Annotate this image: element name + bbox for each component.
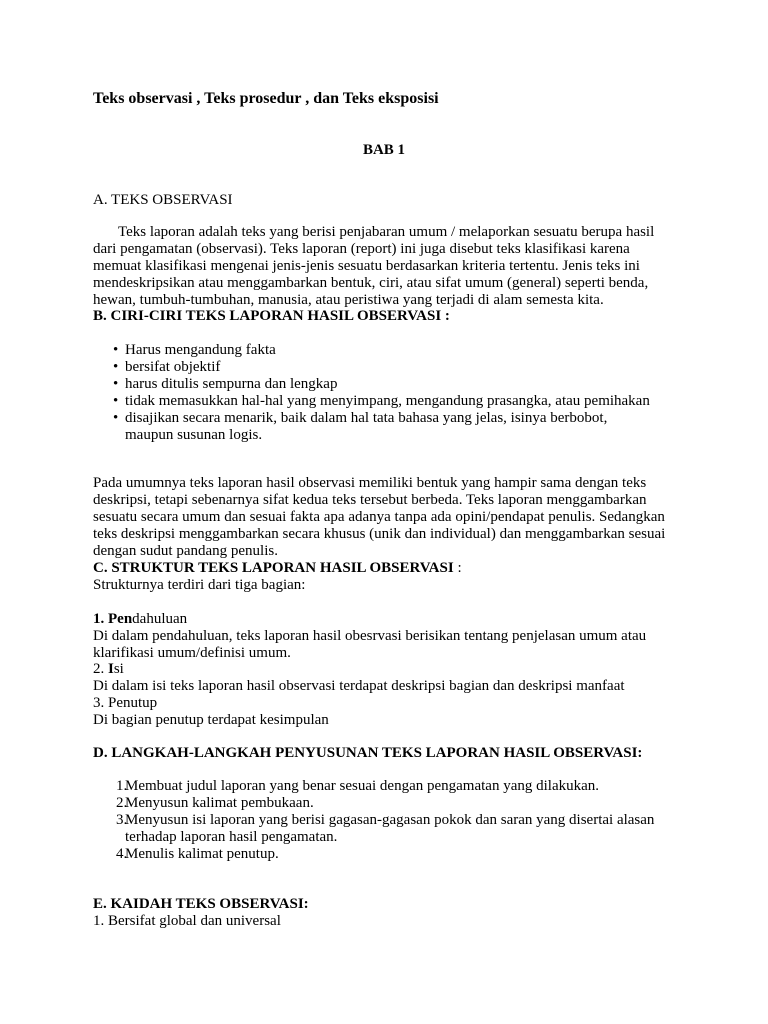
- section-e-item-1: 1. Bersifat global dan universal: [93, 913, 281, 929]
- bullet-icon: •: [113, 410, 119, 426]
- bullet-icon: •: [113, 359, 119, 375]
- list-item: [93, 410, 653, 444]
- section-b-heading: B. CIRI-CIRI TEKS LAPORAN HASIL OBSERVASI :: [93, 308, 450, 324]
- bullet-icon: •: [113, 376, 119, 392]
- list-item: [93, 795, 673, 812]
- list-item-text: disajikan secara menarik, baik dalam hal tata bahasa yang jelas, isinya berbobot, maupun susunan logis.: [125, 410, 608, 443]
- section-b-paragraph: Pada umumnya teks laporan hasil observasi memiliki bentuk yang hampir sama dengan teks deskripsi, tetapi sebenarnya sifat kedua teks tersebut berbeda. Teks laporan menggambarkan sesuatu secara umum dan sesuai fakta apa adanya tanpa ada opini/pendapat penulis. Sedangkan teks deskripsi menggambarkan secara khusus (unik dan individual) dan menggambarkan sesuai dengan sudut pandang penulis.: [93, 475, 666, 559]
- list-item: [93, 812, 673, 846]
- section-d-heading: D. LANGKAH-LANGKAH PENYUSUNAN TEKS LAPORAN HASIL OBSERVASI:: [93, 745, 643, 761]
- step-number: 3.: [116, 812, 128, 828]
- step-number: 2.: [116, 795, 128, 811]
- list-item: [93, 376, 653, 393]
- list-item: [93, 393, 653, 410]
- step-number: 4.: [116, 846, 128, 862]
- step-text: Menyusun kalimat pembukaan.: [125, 795, 314, 811]
- list-item-text: harus ditulis sempurna dan lengkap: [125, 376, 338, 392]
- bullet-icon: •: [113, 393, 119, 409]
- step-number: 1.: [116, 778, 128, 794]
- section-e-heading: E. KAIDAH TEKS OBSERVASI:: [93, 896, 309, 912]
- list-item-text: bersifat objektif: [125, 359, 221, 375]
- structure-part-1-label: 1. Pendahuluan: [93, 611, 188, 627]
- list-item: [93, 342, 653, 359]
- characteristics-list: [93, 342, 653, 444]
- step-text: Menulis kalimat penutup.: [125, 846, 279, 862]
- list-item: [93, 778, 673, 795]
- section-a-paragraph: Teks laporan adalah teks yang berisi penjabaran umum / melaporkan sesuatu berupa hasil dari pengamatan (observasi). Teks laporan (report) ini juga disebut teks klasifikasi karena memuat klasifikasi mengenai jenis-jenis sesuatu berdasarkan kriteria tertentu. Jenis teks ini mendeskripsikan atau menggambarkan bentuk, ciri, atau sifat umum (general) seperti benda, hewan, tumbuh-tumbuhan, manusia, atau peristiwa yang terjadi di alam semesta kita.: [93, 224, 655, 308]
- structure-part-1-text: Di dalam pendahuluan, teks laporan hasil obesrvasi berisikan tentang penjelasan umum atau klarifikasi umum/definisi umum.: [93, 628, 647, 661]
- list-item-text: Harus mengandung fakta: [125, 342, 276, 358]
- section-c-heading-line: [93, 560, 693, 577]
- document-title: Teks observasi , Teks prosedur , dan Teks eksposisi: [93, 90, 439, 107]
- structure-part-2-text: Di dalam isi teks laporan hasil observasi terdapat deskripsi bagian dan deskripsi manfaat: [93, 678, 625, 694]
- structure-part-3-label: 3. Penutup: [93, 695, 158, 711]
- list-item: [93, 359, 653, 376]
- chapter-heading: BAB 1: [362, 142, 406, 158]
- section-a-heading: A. TEKS OBSERVASI: [93, 192, 233, 208]
- list-item-text: tidak memasukkan hal-hal yang menyimpang, mengandung prasangka, atau pemihakan: [125, 393, 650, 409]
- bullet-icon: •: [113, 342, 119, 358]
- section-c-heading: C. STRUKTUR TEKS LAPORAN HASIL OBSERVASI: [93, 560, 454, 576]
- step-text: Menyusun isi laporan yang berisi gagasan-gagasan pokok dan saran yang disertai alasan terhadap laporan hasil pengamatan.: [125, 812, 655, 845]
- structure-part-3-text: Di bagian penutup terdapat kesimpulan: [93, 712, 329, 728]
- step-text: Membuat judul laporan yang benar sesuai dengan pengamatan yang dilakukan.: [125, 778, 600, 794]
- section-c-heading-suffix: :: [453, 560, 462, 576]
- structure-part-2-label: 2. Isi: [93, 661, 124, 677]
- section-c-intro: Strukturnya terdiri dari tiga bagian:: [93, 577, 306, 593]
- list-item: [93, 846, 673, 863]
- steps-list: [93, 778, 673, 863]
